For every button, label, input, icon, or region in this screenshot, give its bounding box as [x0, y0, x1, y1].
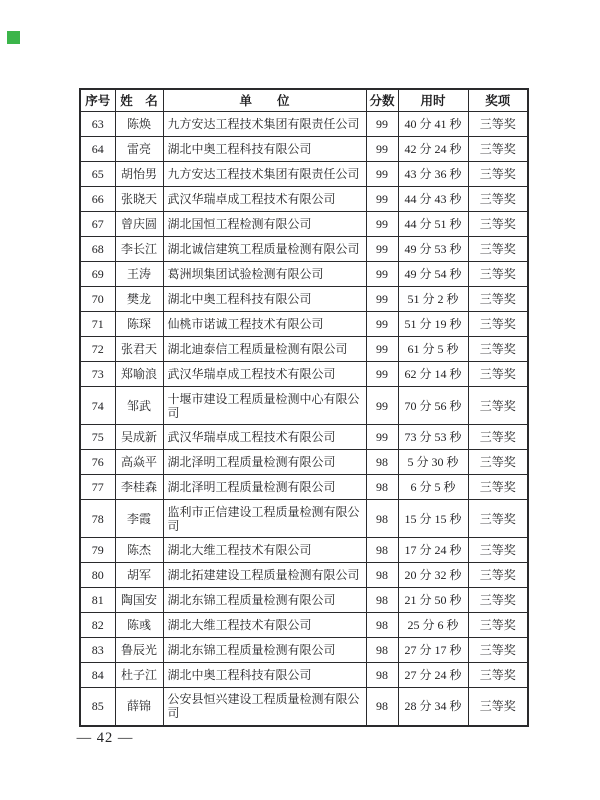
cell-award: 三等奖	[468, 688, 528, 726]
cell-name: 鲁辰光	[115, 638, 163, 663]
cell-score: 99	[366, 425, 398, 450]
table-row	[80, 337, 528, 362]
cell-score: 98	[366, 688, 398, 726]
green-square-marker	[7, 31, 20, 44]
cell-unit: 九方安达工程技术集团有限责任公司	[163, 162, 366, 187]
cell-time: 61 分 5 秒	[398, 337, 468, 362]
cell-name: 胡军	[115, 563, 163, 588]
cell-unit: 武汉华瑞卓成工程技术有限公司	[163, 362, 366, 387]
cell-award: 三等奖	[468, 112, 528, 137]
cell-index: 73	[80, 362, 115, 387]
cell-name: 高焱平	[115, 450, 163, 475]
cell-name: 李桂森	[115, 475, 163, 500]
cell-score: 99	[366, 212, 398, 237]
cell-award: 三等奖	[468, 162, 528, 187]
cell-time: 70 分 56 秒	[398, 387, 468, 425]
cell-index: 80	[80, 563, 115, 588]
cell-time: 21 分 50 秒	[398, 588, 468, 613]
cell-award: 三等奖	[468, 425, 528, 450]
cell-index: 71	[80, 312, 115, 337]
table-row	[80, 212, 528, 237]
cell-time: 51 分 19 秒	[398, 312, 468, 337]
cell-unit: 湖北迪泰信工程质量检测有限公司	[163, 337, 366, 362]
cell-time: 20 分 32 秒	[398, 563, 468, 588]
cell-award: 三等奖	[468, 500, 528, 538]
table-row	[80, 287, 528, 312]
cell-name: 雷亮	[115, 137, 163, 162]
cell-award: 三等奖	[468, 538, 528, 563]
table-row	[80, 162, 528, 187]
cell-award: 三等奖	[468, 262, 528, 287]
cell-score: 98	[366, 663, 398, 688]
cell-award: 三等奖	[468, 312, 528, 337]
cell-unit: 仙桃市诺诚工程技术有限公司	[163, 312, 366, 337]
cell-name: 樊龙	[115, 287, 163, 312]
cell-time: 42 分 24 秒	[398, 137, 468, 162]
cell-unit: 湖北中奥工程科技有限公司	[163, 287, 366, 312]
cell-name: 陈杰	[115, 538, 163, 563]
cell-award: 三等奖	[468, 187, 528, 212]
cell-index: 78	[80, 500, 115, 538]
table-row	[80, 563, 528, 588]
cell-time: 62 分 14 秒	[398, 362, 468, 387]
cell-award: 三等奖	[468, 337, 528, 362]
cell-score: 98	[366, 638, 398, 663]
table-row	[80, 112, 528, 137]
cell-time: 15 分 15 秒	[398, 500, 468, 538]
cell-index: 83	[80, 638, 115, 663]
table-row	[80, 237, 528, 262]
cell-name: 张君天	[115, 337, 163, 362]
cell-index: 85	[80, 688, 115, 726]
cell-name: 杜子江	[115, 663, 163, 688]
cell-unit: 公安县恒兴建设工程质量检测有限公司	[163, 688, 366, 726]
cell-index: 65	[80, 162, 115, 187]
cell-unit: 葛洲坝集团试验检测有限公司	[163, 262, 366, 287]
cell-unit: 湖北东锦工程质量检测有限公司	[163, 638, 366, 663]
cell-name: 张晓天	[115, 187, 163, 212]
cell-name: 吴成新	[115, 425, 163, 450]
cell-index: 79	[80, 538, 115, 563]
cell-score: 99	[366, 187, 398, 212]
cell-name: 王涛	[115, 262, 163, 287]
table-row	[80, 362, 528, 387]
cell-award: 三等奖	[468, 613, 528, 638]
cell-score: 99	[366, 137, 398, 162]
column-header-time: 用时	[398, 89, 468, 112]
cell-score: 99	[366, 112, 398, 137]
cell-award: 三等奖	[468, 137, 528, 162]
table-header	[80, 89, 528, 112]
cell-index: 75	[80, 425, 115, 450]
cell-index: 84	[80, 663, 115, 688]
cell-unit: 十堰市建设工程质量检测中心有限公司	[163, 387, 366, 425]
cell-award: 三等奖	[468, 362, 528, 387]
cell-time: 44 分 51 秒	[398, 212, 468, 237]
cell-time: 73 分 53 秒	[398, 425, 468, 450]
cell-time: 43 分 36 秒	[398, 162, 468, 187]
table-body	[80, 112, 528, 726]
table-row	[80, 387, 528, 425]
cell-award: 三等奖	[468, 475, 528, 500]
cell-award: 三等奖	[468, 287, 528, 312]
cell-index: 81	[80, 588, 115, 613]
cell-time: 27 分 17 秒	[398, 638, 468, 663]
cell-index: 67	[80, 212, 115, 237]
cell-index: 72	[80, 337, 115, 362]
cell-score: 98	[366, 538, 398, 563]
cell-score: 98	[366, 588, 398, 613]
column-header-name: 姓 名	[115, 89, 163, 112]
cell-score: 98	[366, 450, 398, 475]
table-row	[80, 500, 528, 538]
cell-time: 27 分 24 秒	[398, 663, 468, 688]
cell-index: 76	[80, 450, 115, 475]
table-row	[80, 450, 528, 475]
cell-index: 63	[80, 112, 115, 137]
cell-score: 99	[366, 337, 398, 362]
cell-unit: 湖北中奥工程科技有限公司	[163, 663, 366, 688]
column-header-index: 序号	[80, 89, 115, 112]
cell-name: 陈焕	[115, 112, 163, 137]
cell-unit: 九方安达工程技术集团有限责任公司	[163, 112, 366, 137]
column-header-score: 分数	[366, 89, 398, 112]
cell-unit: 湖北东锦工程质量检测有限公司	[163, 588, 366, 613]
cell-score: 99	[366, 287, 398, 312]
table-row	[80, 588, 528, 613]
cell-unit: 湖北大维工程技术有限公司	[163, 538, 366, 563]
table-row	[80, 137, 528, 162]
cell-index: 68	[80, 237, 115, 262]
cell-score: 98	[366, 475, 398, 500]
cell-award: 三等奖	[468, 563, 528, 588]
cell-unit: 湖北泽明工程质量检测有限公司	[163, 475, 366, 500]
table-row	[80, 187, 528, 212]
cell-index: 82	[80, 613, 115, 638]
cell-award: 三等奖	[468, 212, 528, 237]
table-row	[80, 262, 528, 287]
cell-unit: 湖北大维工程技术有限公司	[163, 613, 366, 638]
column-header-unit: 单 位	[163, 89, 366, 112]
cell-index: 69	[80, 262, 115, 287]
cell-name: 胡怡男	[115, 162, 163, 187]
cell-unit: 湖北国恒工程检测有限公司	[163, 212, 366, 237]
header-row	[80, 89, 528, 112]
cell-unit: 湖北拓建建设工程质量检测有限公司	[163, 563, 366, 588]
cell-time: 6 分 5 秒	[398, 475, 468, 500]
cell-name: 陈琛	[115, 312, 163, 337]
results-table	[79, 88, 529, 727]
cell-time: 49 分 54 秒	[398, 262, 468, 287]
cell-score: 99	[366, 162, 398, 187]
cell-unit: 监利市正信建设工程质量检测有限公司	[163, 500, 366, 538]
cell-unit: 湖北泽明工程质量检测有限公司	[163, 450, 366, 475]
column-header-award: 奖项	[468, 89, 528, 112]
cell-score: 98	[366, 563, 398, 588]
cell-award: 三等奖	[468, 588, 528, 613]
cell-index: 66	[80, 187, 115, 212]
table-row	[80, 425, 528, 450]
table-row	[80, 613, 528, 638]
cell-time: 5 分 30 秒	[398, 450, 468, 475]
cell-award: 三等奖	[468, 663, 528, 688]
cell-award: 三等奖	[468, 387, 528, 425]
table-row	[80, 538, 528, 563]
cell-score: 99	[366, 237, 398, 262]
cell-name: 郑喻浪	[115, 362, 163, 387]
cell-unit: 武汉华瑞卓成工程技术有限公司	[163, 187, 366, 212]
cell-award: 三等奖	[468, 450, 528, 475]
table-row	[80, 663, 528, 688]
cell-index: 74	[80, 387, 115, 425]
cell-award: 三等奖	[468, 638, 528, 663]
cell-time: 49 分 53 秒	[398, 237, 468, 262]
cell-time: 44 分 43 秒	[398, 187, 468, 212]
cell-index: 64	[80, 137, 115, 162]
cell-name: 陶国安	[115, 588, 163, 613]
cell-name: 李霞	[115, 500, 163, 538]
table-row	[80, 475, 528, 500]
cell-unit: 湖北诚信建筑工程质量检测有限公司	[163, 237, 366, 262]
cell-score: 99	[366, 312, 398, 337]
cell-time: 25 分 6 秒	[398, 613, 468, 638]
table-row	[80, 688, 528, 726]
cell-score: 99	[366, 362, 398, 387]
cell-score: 99	[366, 387, 398, 425]
cell-name: 李长江	[115, 237, 163, 262]
cell-time: 40 分 41 秒	[398, 112, 468, 137]
cell-name: 邹武	[115, 387, 163, 425]
cell-index: 70	[80, 287, 115, 312]
cell-score: 98	[366, 613, 398, 638]
cell-time: 28 分 34 秒	[398, 688, 468, 726]
cell-index: 77	[80, 475, 115, 500]
table-row	[80, 638, 528, 663]
cell-unit: 湖北中奥工程科技有限公司	[163, 137, 366, 162]
page-number: — 42 —	[76, 730, 134, 746]
cell-name: 曾庆圆	[115, 212, 163, 237]
cell-award: 三等奖	[468, 237, 528, 262]
cell-score: 99	[366, 262, 398, 287]
cell-unit: 武汉华瑞卓成工程技术有限公司	[163, 425, 366, 450]
cell-name: 薛锦	[115, 688, 163, 726]
cell-score: 98	[366, 500, 398, 538]
cell-time: 51 分 2 秒	[398, 287, 468, 312]
cell-name: 陈彧	[115, 613, 163, 638]
cell-time: 17 分 24 秒	[398, 538, 468, 563]
table-row	[80, 312, 528, 337]
